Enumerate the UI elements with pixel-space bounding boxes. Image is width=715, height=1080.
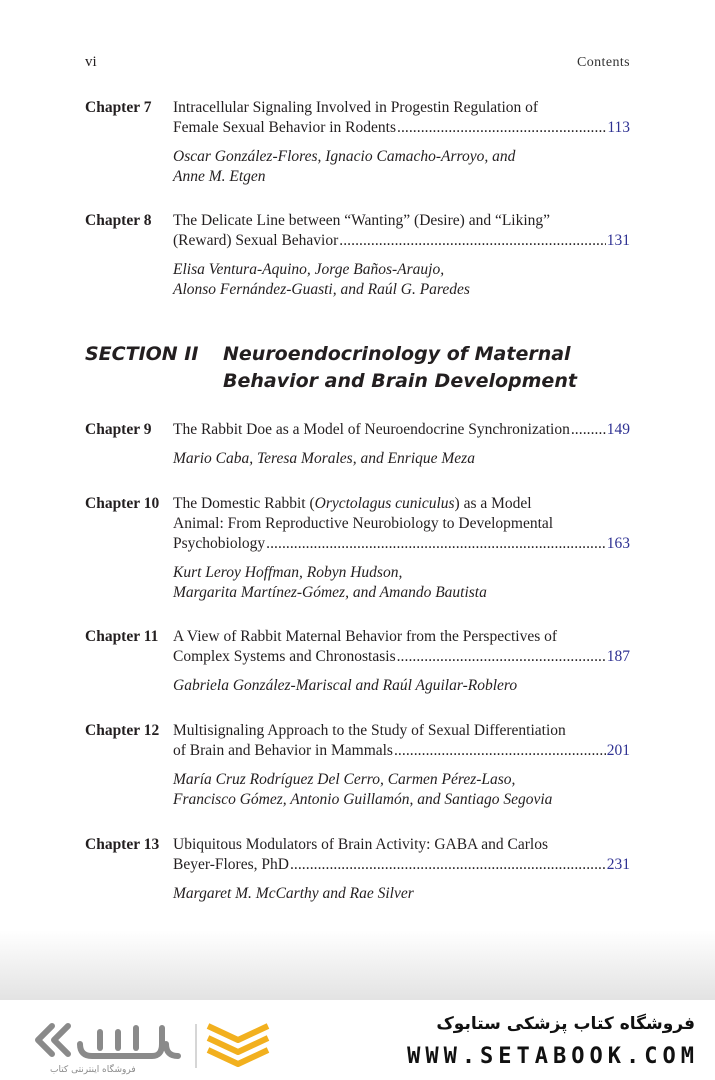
logo-subtitle: فروشگاه اینترنتی کتاب [50, 1065, 136, 1075]
chapter-title-line: Female Sexual Behavior in Rodents [173, 119, 396, 136]
chapter-title-line: Beyer-Flores, PhD [173, 856, 289, 873]
toc-entry-chapter-13 [85, 835, 630, 904]
toc-entry-chapter-9 [85, 420, 630, 469]
page-link[interactable]: 187 [606, 648, 630, 665]
toc-entry-chapter-10 [85, 494, 630, 603]
chapter-authors: Margaret M. McCarthy and Rae Silver [173, 885, 414, 902]
chapter-label: Chapter 10 [85, 495, 160, 512]
chapter-label: Chapter 9 [85, 421, 152, 438]
dot-leader [394, 741, 606, 761]
chapter-label: Chapter 13 [85, 836, 160, 853]
page-link[interactable]: 113 [607, 119, 630, 136]
chapter-label: Chapter 12 [85, 722, 160, 739]
chapter-authors: Kurt Leroy Hoffman, Robyn Hudson, Margarita Martínez-Gómez, and Amando Bautista [173, 564, 487, 601]
toc-entry-chapter-12 [85, 721, 630, 810]
chapter-authors: Oscar González-Flores, Ignacio Camacho-Arroyo, and Anne M. Etgen [173, 148, 516, 185]
chapter-label: Chapter 7 [85, 99, 152, 116]
section-heading [85, 341, 577, 395]
chapter-title-line: Multisignaling Approach to the Study of Sexual Differentiation [173, 722, 566, 739]
dot-leader [266, 534, 606, 554]
page-link[interactable]: 201 [606, 742, 630, 759]
setabook-logo[interactable] [30, 1014, 280, 1076]
chapter-title-line: Ubiquitous Modulators of Brain Activity: GABA and Carlos [173, 836, 548, 853]
watermark-footer [0, 1000, 715, 1080]
chapter-title-line: Animal: From Reproductive Neurobiology to Developmental [173, 515, 554, 532]
page-number: vi [85, 54, 97, 70]
running-title: Contents [577, 55, 630, 70]
toc-entry-chapter-7 [85, 98, 630, 187]
dot-leader [339, 231, 605, 251]
page-bottom-shadow [0, 930, 715, 1002]
chapter-authors: María Cruz Rodríguez Del Cerro, Carmen Pérez-Laso, Francisco Gómez, Antonio Guillamón, and Santiago Segovia [173, 771, 553, 808]
chapter-title-line: The Delicate Line between “Wanting” (Desire) and “Liking” [173, 212, 551, 229]
chapter-label: Chapter 8 [85, 212, 152, 229]
dot-leader [571, 420, 606, 440]
chapter-title-line: (Reward) Sexual Behavior [173, 232, 339, 249]
section-label: SECTION II [85, 343, 199, 365]
page-link[interactable]: 131 [606, 232, 630, 249]
chapter-authors: Mario Caba, Teresa Morales, and Enrique Meza [173, 450, 475, 467]
chapter-title-line: Complex Systems and Chronostasis [173, 648, 396, 665]
dot-leader [397, 647, 606, 667]
chapter-authors: Elisa Ventura-Aquino, Jorge Baños-Araujo, Alonso Fernández-Guasti, and Raúl G. Paredes [173, 261, 470, 298]
page-link[interactable]: 163 [606, 535, 630, 552]
toc-entry-chapter-11 [85, 627, 630, 696]
chapter-title-line: Psychobiology [173, 535, 266, 552]
chapter-title-line: Intracellular Signaling Involved in Progestin Regulation of [173, 99, 539, 116]
chapter-authors: Gabriela González-Mariscal and Raúl Aguilar-Roblero [173, 677, 518, 694]
section-title: Neuroendocrinology of Maternal Behavior and Brain Development [223, 343, 577, 392]
page-link[interactable]: 231 [606, 856, 630, 873]
dot-leader [290, 855, 606, 875]
shop-url[interactable]: WWW.SETABOOK.COM [407, 1044, 699, 1069]
shop-name: فروشگاه کتاب پزشکی ستابوک [436, 1014, 695, 1034]
chapter-title-line: of Brain and Behavior in Mammals [173, 742, 393, 759]
chapter-title-line: A View of Rabbit Maternal Behavior from the Perspectives of [173, 628, 558, 645]
toc-entry-chapter-8 [85, 211, 630, 300]
chapter-label: Chapter 11 [85, 628, 159, 645]
chapter-title-line: The Domestic Rabbit (Oryctolagus cuniculus) as a Model [173, 495, 532, 512]
dot-leader [397, 118, 606, 138]
chapter-title-line: The Rabbit Doe as a Model of Neuroendocrine Synchronization [173, 421, 570, 438]
page-link[interactable]: 149 [606, 421, 630, 438]
